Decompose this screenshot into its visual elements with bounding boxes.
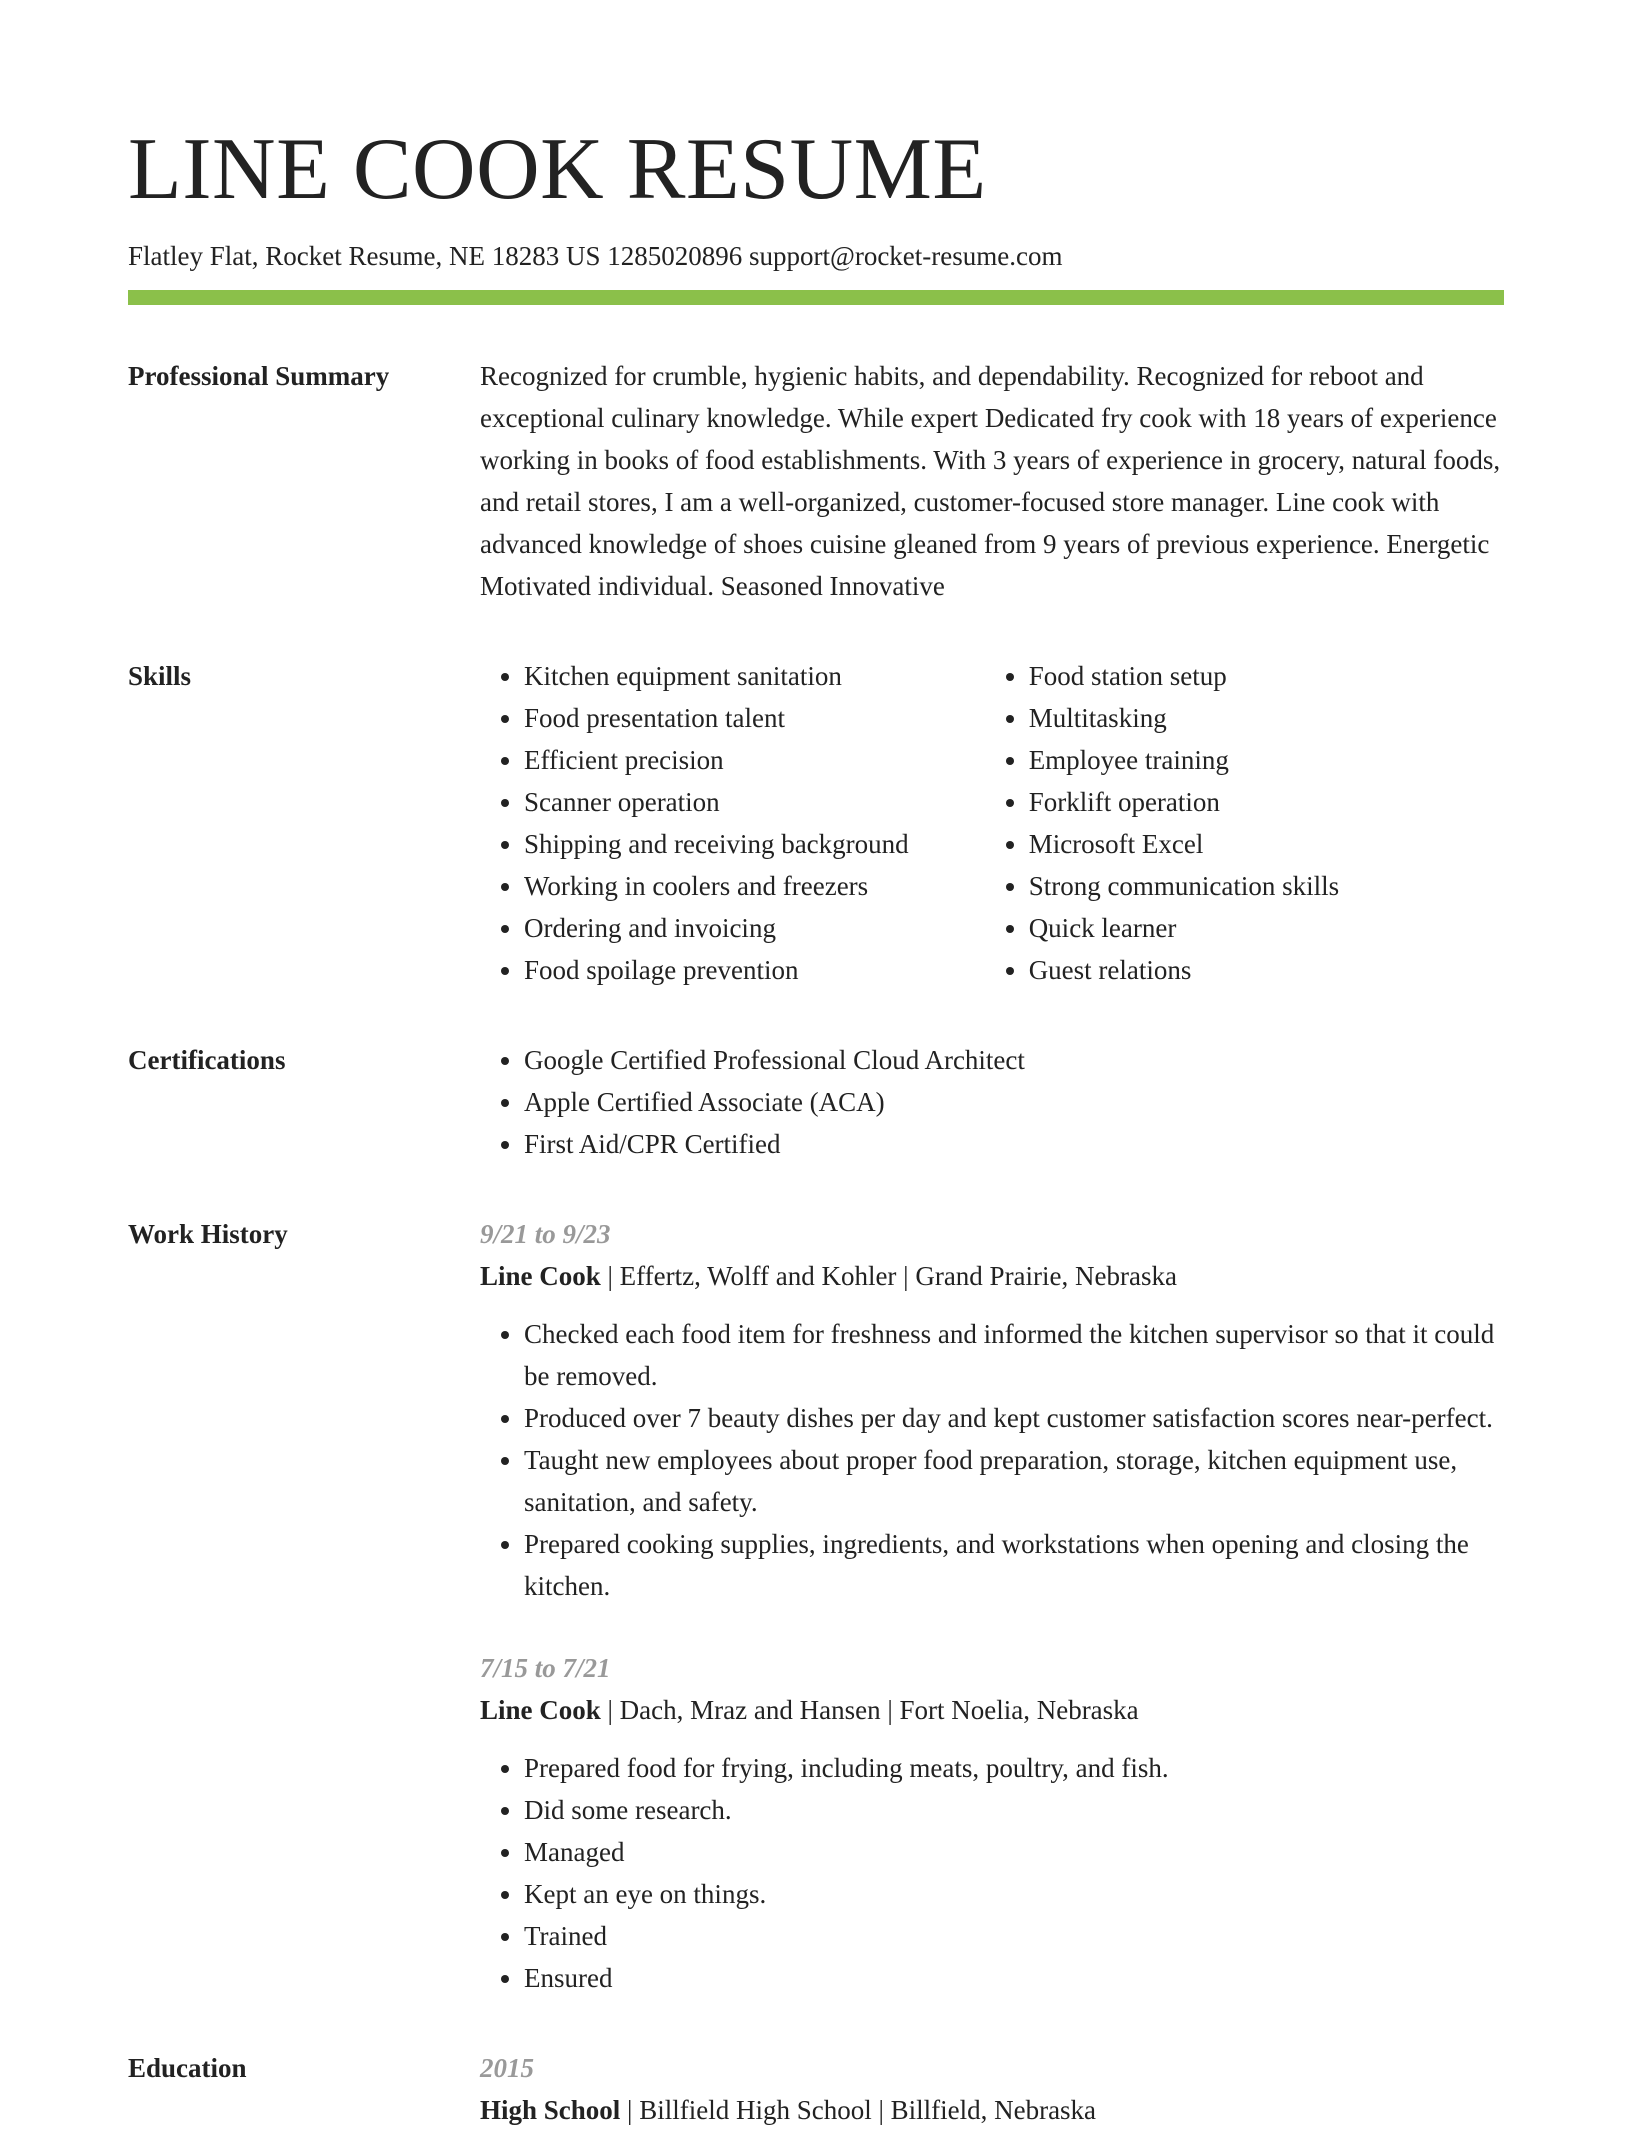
skill-item: • Employee training	[1029, 739, 1504, 781]
skills-list-right	[985, 655, 1504, 991]
skill-item: • Food spoilage prevention	[524, 949, 985, 991]
skill-item: • Scanner operation	[524, 781, 985, 823]
summary-content	[480, 355, 1504, 607]
job-date: 9/21 to 9/23	[480, 1219, 611, 1249]
skill-item: • Ordering and invoicing	[524, 907, 985, 949]
job-bullet-list	[480, 1313, 1504, 1607]
skill-item: • Microsoft Excel	[1029, 823, 1504, 865]
summary-section	[128, 355, 1504, 607]
skills-list-left	[480, 655, 985, 991]
job-bullet: • Prepared food for frying, including meats, poultry, and fish.	[524, 1747, 1504, 1789]
education-content	[480, 2047, 1504, 2131]
job-title: Line Cook	[480, 1261, 601, 1291]
job-date: 7/15 to 7/21	[480, 1653, 611, 1683]
education-label: Education	[128, 2053, 247, 2083]
contact-line: Flatley Flat, Rocket Resume, NE 18283 US 1285020896 support@rocket-resume.com	[128, 241, 1063, 271]
job-title: Line Cook	[480, 1695, 601, 1725]
skills-label: Skills	[128, 661, 192, 691]
summary-label: Professional Summary	[128, 361, 390, 391]
certifications-content	[480, 1039, 1504, 1165]
job-details: | Effertz, Wolff and Kohler | Grand Prairie, Nebraska	[600, 1261, 1177, 1291]
job-details: | Dach, Mraz and Hansen | Fort Noelia, Nebraska	[600, 1695, 1139, 1725]
skill-item: • Quick learner	[1029, 907, 1504, 949]
accent-divider	[128, 290, 1504, 305]
skill-item: • Guest relations	[1029, 949, 1504, 991]
job-bullet: • Ensured	[524, 1957, 1504, 1999]
job-heading	[480, 1255, 1504, 1297]
page-title: LINE COOK RESUME	[128, 121, 987, 218]
job-bullet: • Checked each food item for freshness and informed the kitchen supervisor so that it could be removed.	[524, 1313, 1504, 1397]
skill-item: • Shipping and receiving background	[524, 823, 985, 865]
job-bullet: • Trained	[524, 1915, 1504, 1957]
job-entry	[480, 1213, 1504, 1607]
work-history-content	[480, 1213, 1504, 1999]
education-heading	[480, 2089, 1504, 2131]
job-bullet: • Prepared cooking supplies, ingredients, and workstations when opening and closing the kitchen.	[524, 1523, 1504, 1607]
certifications-section	[128, 1039, 1504, 1165]
skill-item: • Forklift operation	[1029, 781, 1504, 823]
job-heading	[480, 1689, 1504, 1731]
job-bullet: • Managed	[524, 1831, 1504, 1873]
skill-item: • Strong communication skills	[1029, 865, 1504, 907]
skills-section	[128, 655, 1504, 991]
certification-item: • Google Certified Professional Cloud Architect	[524, 1039, 1504, 1081]
job-bullet: • Kept an eye on things.	[524, 1873, 1504, 1915]
skill-item: • Food presentation talent	[524, 697, 985, 739]
work-history-label: Work History	[128, 1219, 288, 1249]
education-date: 2015	[480, 2053, 534, 2083]
certification-item: • Apple Certified Associate (ACA)	[524, 1081, 1504, 1123]
work-history-section	[128, 1213, 1504, 1999]
skill-item: • Kitchen equipment sanitation	[524, 655, 985, 697]
skill-item: • Working in coolers and freezers	[524, 865, 985, 907]
skill-item: • Food station setup	[1029, 655, 1504, 697]
job-entry	[480, 1647, 1504, 1999]
job-bullet: • Produced over 7 beauty dishes per day and kept customer satisfaction scores near-perfect.	[524, 1397, 1504, 1439]
job-bullet: • Did some research.	[524, 1789, 1504, 1831]
education-details: | Billfield High School | Billfield, Nebraska	[620, 2095, 1097, 2125]
skill-item: • Multitasking	[1029, 697, 1504, 739]
education-degree: High School	[480, 2095, 621, 2125]
education-section	[128, 2047, 1504, 2131]
certifications-list	[480, 1039, 1504, 1165]
certifications-label: Certifications	[128, 1045, 286, 1075]
skill-item: • Efficient precision	[524, 739, 985, 781]
job-bullet: • Taught new employees about proper food preparation, storage, kitchen equipment use, sanitation, and safety.	[524, 1439, 1504, 1523]
skills-content	[480, 655, 1504, 991]
certification-item: • First Aid/CPR Certified	[524, 1123, 1504, 1165]
summary-text: Recognized for crumble, hygienic habits, and dependability. Recognized for reboot and exceptional culinary knowledge. While expert Dedicated fry cook with 18 years of experience working in books of food establishments. With 3 years of experience in grocery, natural foods, and retail stores, I am a well-organized, customer-focused store manager. Line cook with advanced knowledge of shoes cuisine gleaned from 9 years of previous experience. Energetic Motivated individual. Seasoned Innovative	[480, 361, 1501, 601]
job-bullet-list	[480, 1747, 1504, 1999]
